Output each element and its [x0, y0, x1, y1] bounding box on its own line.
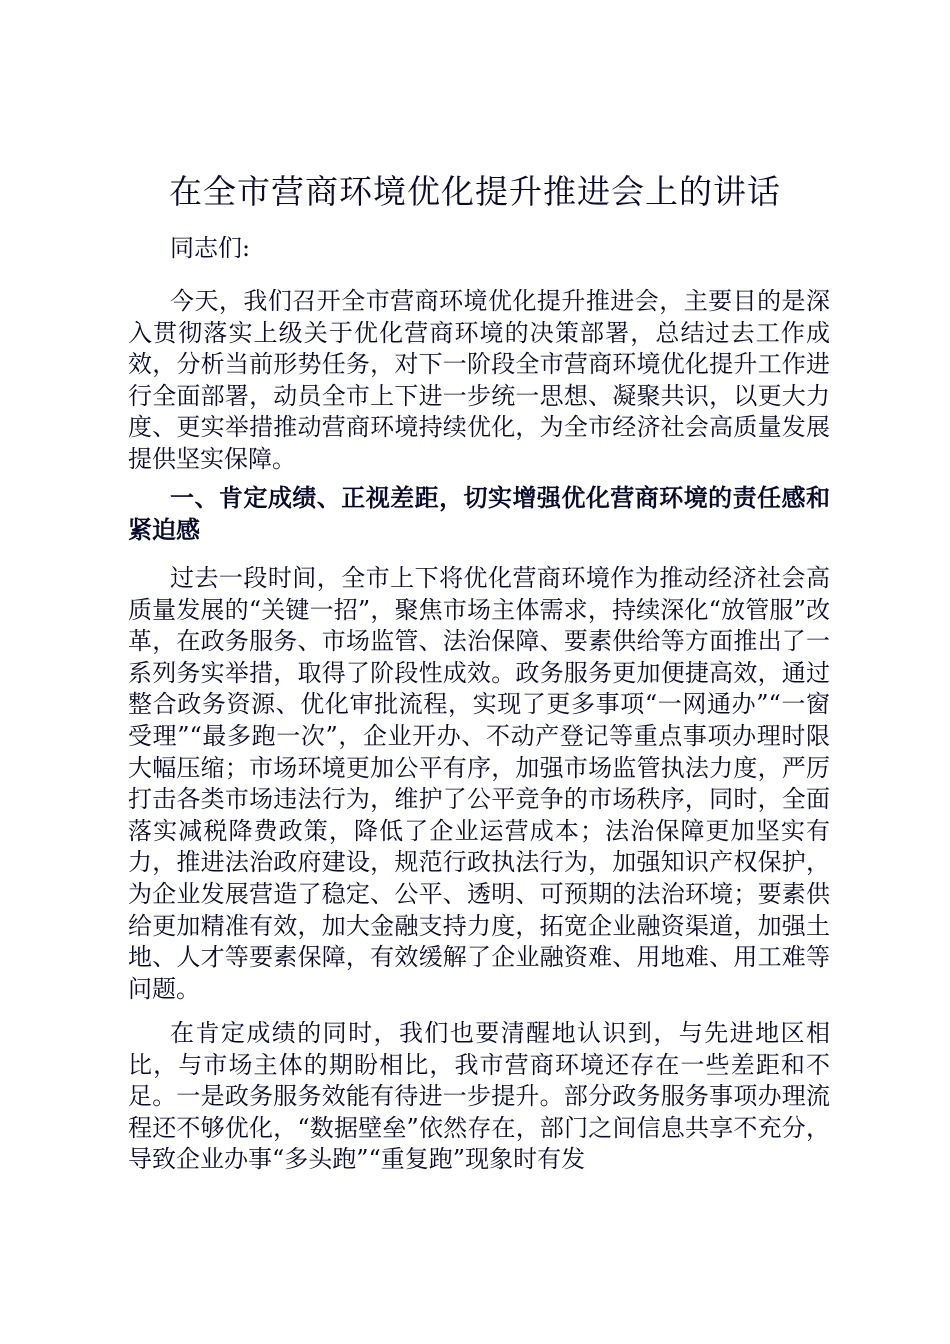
paragraph-intro: 今天，我们召开全市营商环境优化提升推进会，主要目的是深入贯彻落实上级关于优化营商环境的决策部署，总结过去工作成效，分析当前形势任务，对下一阶段全市营商环境优化提升工作进行全面部署，动员全市上下进一步统一思想、凝聚共识，以更大力度、更实举措推动营商环境持续优化，为全市经济社会高质量发展提供坚实保障。 — [128, 287, 830, 473]
paragraph-shortcomings: 在肯定成绩的同时，我们也要清醒地认识到，与先进地区相比，与市场主体的期盼相比，我市营商环境还存在一些差距和不足。一是政务服务效能有待进一步提升。部分政务服务事项办理流程还不够优化，“数据壁垒”依然存在，部门之间信息共享不充分，导致企业办事“多头跑”“重复跑”现象时有发 — [128, 1019, 830, 1174]
paragraph-achievements: 过去一段时间，全市上下将优化营商环境作为推动经济社会高质量发展的“关键一招”，聚焦市场主体需求，持续深化“放管服”改革，在政务服务、市场监管、法治保障、要素供给等方面推出了一系列务实举措，取得了阶段性成效。政务服务更加便捷高效，通过整合政务资源、优化审批流程，实现了更多事项“一网通办”“一窗受理”“最多跑一次”，企业开办、不动产登记等重点事项办理时限大幅压缩；市场环境更加公平有序，加强市场监管执法力度，严厉打击各类市场违法行为，维护了公平竞争的市场秩序，同时，全面落实减税降费政策，降低了企业运营成本；法治保障更加坚实有力，推进法治政府建设，规范行政执法行为，加强知识产权保护，为企业发展营造了稳定、公平、透明、可预期的法治环境；要素供给更加精准有效，加大金融支持力度，拓宽企业融资渠道，加强土地、人才等要素保障，有效缓解了企业融资难、用地难、用工难等问题。 — [128, 564, 830, 1003]
document-title: 在全市营商环境优化提升推进会上的讲话 — [169, 172, 781, 211]
section-heading-1: 一、肯定成绩、正视差距，切实增强优化营商环境的责任感和紧迫感 — [128, 483, 830, 544]
salutation: 同志们: — [170, 234, 251, 262]
